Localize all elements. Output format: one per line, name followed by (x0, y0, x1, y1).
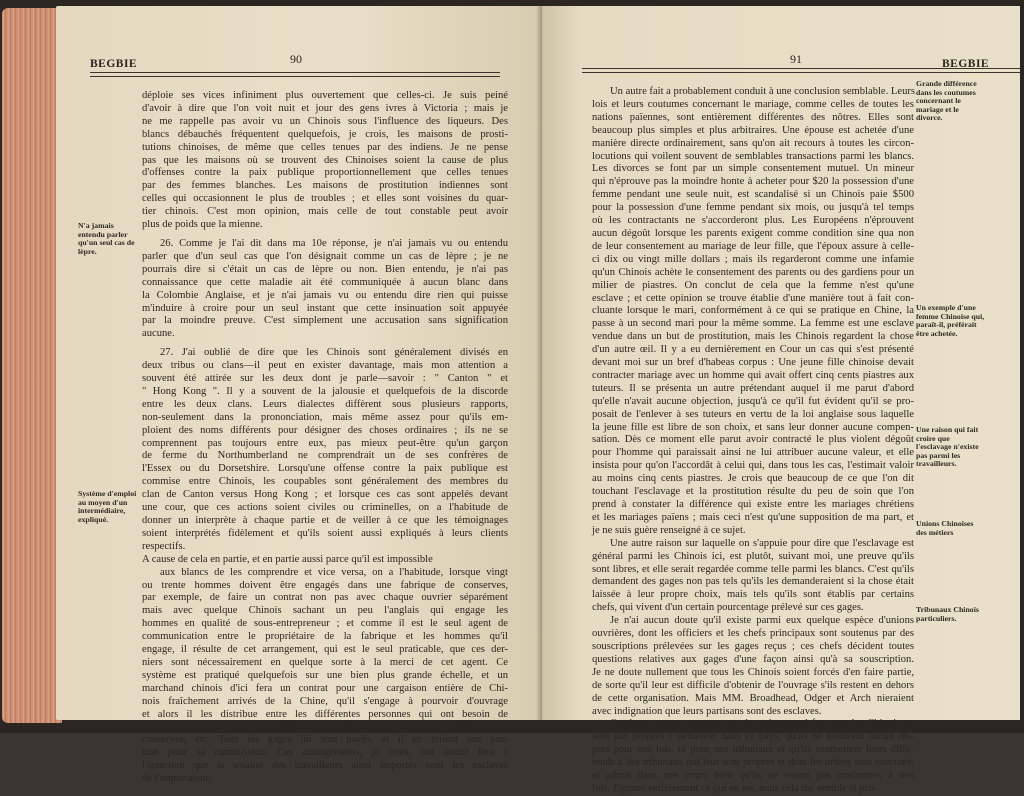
text-line: par exemple, de faire un contrat non pas avec chaque ouvrier séparément (142, 592, 508, 604)
text-line: de sorte qu'il leur est difficile d'obtenir de l'ouvrage s'ils restent en dehors (592, 679, 914, 691)
text-line: tier chinois. C'est mon opinion, mais celle de tout constable peut avoir (142, 206, 508, 218)
text-line: prend à constater la différence qui existe entre les mariages chrétiens (592, 499, 914, 510)
text-line: une cour, que ces actions soient civiles ou criminelles, on a l'habitude de (142, 502, 508, 514)
margin-note: Une raison qui fait croire que l'esclavage n'existe pas parmi les travailleurs. (916, 425, 979, 469)
text-line: ci dix ou vingt mille dollars ; mais ils regarderont comme une infamie (592, 253, 914, 265)
text-line: ou trente hommes doivent être engagés dans une fabrique de conserves, (142, 579, 508, 591)
text-line: blancs débauchés fréquentent quelquefois, je crois, les maisons de prosti- (142, 128, 508, 140)
text-line: la Colombie Anglaise, et je n'ai jamais vu ou entendu dire rien qui puisse (142, 289, 508, 301)
text-line: ploient des noms différents pour désigner des choses ordinaires ; ils ne se (142, 424, 508, 436)
text-line: On donne encore comme une des raisons qui font que les Chinois ne (610, 718, 914, 730)
text-line: sont pas propres à demeurer dans ce pays, qu'ils ne montrent aucun res- (592, 731, 914, 743)
text-line: rends à des tribunaux qui leur sont propres et dont les ordres sont exécutés, (592, 757, 914, 769)
left-body-text (142, 90, 508, 786)
header-rule (582, 68, 1020, 69)
text-line: leurs services, ou sur les chemins en construction, dans les fabriques de (142, 721, 508, 733)
text-line: deux tribus ou clans—il peut en exister davantage, mais mon attention a (142, 360, 508, 372)
text-line: par des femmes blanches. Les maisons de prostitution indiennes sont (142, 180, 508, 192)
text-line: Les divorces se font par un simple consentement mutuel. Un mineur (592, 163, 914, 175)
margin-note: N'a jamais entendu parler qu'un seul cas de lèpre. (78, 221, 135, 256)
text-line: mais avec quelque Chinois sachant un peu l'anglais qui engage les (142, 605, 508, 617)
text-line: au moins cinq cents piastres. Je crois que beaucoup de ce que l'on dit (592, 473, 914, 485)
text-line: milier de piastres. On conclut de cela que la femme n'est qu'une (592, 279, 914, 291)
text-line: et alors il les distribue entre les différentes personnes qui ont besoin de (142, 708, 508, 720)
text-line: lois et leurs coutumes concernant le mariage, comme celles de toutes les (592, 98, 914, 110)
right-body-text (592, 86, 914, 796)
text-line: engage, il résulte de cet arrangement, qui est le seul praticable, que ces der- (142, 644, 508, 656)
text-line: respectifs. (142, 540, 186, 552)
text-line: femme pendant une seule nuit, est scandalisé si un Chinois paie $500 (592, 189, 914, 201)
text-line: devant moi sur un bref d'habeas corpus : Une jeune fille chinoise devait (592, 357, 914, 369)
text-line: aucun dégoût lorsque les parents exigent comme condition sine qua non (592, 227, 914, 239)
header-rule (90, 76, 500, 77)
text-line: 26. Comme je l'ai dit dans ma 10e réponse, je n'ai jamais vu ou entendu (160, 237, 508, 249)
margin-note: Unions Chinoises des métiers (916, 519, 974, 537)
text-line: par la moindre preuve. C'est simplement une accusation sans signification (142, 315, 508, 327)
text-line: niers sont nécessairement en quelque sorte à la merci de cet agent. Ce (142, 656, 508, 668)
text-line: insista pour qu'on l'accordât à celui qui, dans tous les cas, l'estimait valoir (592, 460, 914, 472)
text-line: non-seulement dans la prononciation, mais même assez pour qu'ils em- (142, 411, 508, 423)
text-line: l'assertion que la totalité des travailleurs ainsi importés sont les esclaves (142, 760, 508, 772)
left-page-number: 90 (290, 52, 302, 66)
text-line: de l'importateur. (142, 773, 211, 785)
right-page (542, 6, 1020, 794)
text-line: laissée à leur propre choix, mais tels qu'ils sont établis par certains (592, 589, 914, 601)
text-line: et les mariages païens ; mais ceci n'est qu'une supposition de ma part, et (592, 511, 914, 523)
text-line: Une autre raison sur laquelle on s'appuie pour dire que l'esclavage est (610, 537, 914, 549)
text-line: soient interprétés fidèlement et qu'ils soient aussi expliqués à leurs clients (142, 527, 508, 539)
text-line: posait de l'enlever à ses tuteurs en vertu de la loi anglaise sous laquelle (592, 408, 914, 420)
text-line: de ferme du Northumberland ne comprendrait un de ses confrères de (142, 450, 508, 462)
text-line: entre les deux clans. Leurs dialectes diffèrent sous plusieurs rapports, (142, 398, 508, 410)
text-line: nations païennes, sont entièrement différentes des nôtres. Elles sont (592, 111, 914, 123)
text-line: d'offenses contre la paix publique proportionnellement que celles tenues (142, 167, 508, 179)
text-line: sont libres, et elle serait regardée comme telle parmi les blancs. C'est qu'ils (592, 563, 914, 575)
text-line: touchant l'esclavage et la prostitution résulte du peu de soin que l'on (592, 486, 914, 498)
text-line: m'induire à croire pour un seul instant que cette insinuation soit appuyée (142, 302, 508, 314)
text-line: d'avoir à dire que l'on voit nuit et jour des gens ivres à Victoria ; mais je (142, 102, 508, 114)
text-line: donner un interprète à chaque partie et de veiller à ce que les témoignages (142, 515, 508, 526)
text-line: pas que les maisons où se trouvent des Chinoises soient la cause de plus (142, 154, 508, 166)
text-line: cluante lorsque le mari, conformément à ce qui se pratique en Chine, la (592, 305, 914, 317)
margin-note: Un exemple d'une femme Chinoise qui, paraît-il, préférait être achetée. (916, 303, 985, 338)
text-line: l'Essex ou du Dorsetshire. Lorsqu'une offense contre la paix publique est (142, 463, 508, 475)
text-line: A cause de cela en partie, et en partie aussi parce qu'il est impossible (142, 553, 433, 565)
text-line: d'un autre œil. Il y a eu dernièrement en Cour un cas qui s'est présenté (592, 344, 914, 356)
text-line: pour l'homme qui paraissait ainsi ne lui attribuer aucune valeur, et elle (592, 447, 914, 459)
text-line: aucune. (142, 328, 175, 340)
text-line: souvent été attirée sur les deux dont je parle—savoir : " Canton " et (142, 373, 508, 385)
text-line: Je n'ai aucun doute qu'il existe parmi eux quelque espèce d'unions (610, 615, 914, 627)
text-line: contracter mariage avec un homme qui avait offert cinq cents piastres aux (592, 369, 914, 381)
text-line: tutions chinoises, de même que celles tenues par des indiens. Je ne pense (142, 141, 508, 153)
text-line: sation. Dès ce moment elle parut avoir contracté le plus violent dégoût (592, 434, 914, 446)
text-line: vendue dans un but de prostitution, mais les Chinois regardent la chose (592, 331, 914, 343)
page-edges (2, 8, 62, 723)
text-line: où les contractants ne s'accorderont plus. Les Européens n'éprouvent (592, 215, 914, 227)
right-running-header: BEGBIE (942, 58, 990, 70)
text-line: tion pour sa commission. Ces arrangements, je crois, ont donné lieu à (142, 747, 508, 759)
header-rule (90, 72, 500, 73)
margin-note: Système d'emploi au moyen d'un intermédiaire, expliqué. (78, 489, 137, 524)
text-line: 27. J'ai oublié de dire que les Chinois sont généralement divisés en (160, 347, 508, 359)
text-line: je ne suis guère renseigné à ce sujet. (592, 524, 746, 536)
text-line: Un autre fait a probablement conduit à une conclusion semblable. Leurs (610, 86, 916, 97)
text-line: chefs, qui vivent d'un certain pourcentage prélevé sur ces gages. (592, 602, 864, 614)
text-line: avec indignation que leurs partisans sont des esclaves. (592, 705, 822, 717)
text-line: Je ne doute nullement que tous les Chinois soient forcés d'en faire partie, (592, 666, 914, 678)
left-running-header: BEGBIE (90, 58, 138, 70)
text-line: nois fraîchement arrivés de la Chine, qu'il s'engage à pourvoir d'ouvrage (142, 695, 508, 707)
text-line: déploie ses vices infiniment plus ouvertement que celles-ci. Je suis peiné (142, 90, 508, 101)
text-line: de leur consentement au mariage de leur fille, que l'époux assure à celle- (592, 240, 914, 252)
margin-note: Tribunaux Chinois particuliers. (916, 605, 979, 623)
text-line: plus de poids que la mienne. (142, 219, 263, 231)
text-line: souscriptions prélevées sur les gages reçus ; ces chefs décident toutes (592, 640, 914, 652)
text-line: beaucoup plus simples et plus arbitraires. Une épouse est achetée d'une (592, 124, 914, 136)
text-line: aux blancs de les comprendre et vice versa, on a l'habitude, lorsque vingt (160, 566, 508, 578)
text-line: pect pour nos lois, ni pour nos tribunaux et qu'ils soumettent leurs diffé- (592, 744, 914, 756)
text-line: pour la possession d'une femme pendant six mois, ou jusqu'à tel temps (592, 202, 914, 214)
text-line: pourrais dire si c'était un cas de lèpre ou non. Bien entendu, je n'ai pas (142, 263, 508, 275)
text-line: et admis dans nos cours bien qu'ils ne soient pas conformes à nos (592, 770, 914, 782)
text-line: locutions qui voilent souvent de semblables transactions parmi les blancs. (592, 150, 914, 162)
text-line: demandent des gages non pas tels qu'ils les demanderaient si la chose était (592, 576, 914, 588)
text-line: ne me rappelle pas avoir vu un Chinois sous l'influence des liqueurs. Des (142, 115, 508, 127)
text-line: questions relatives aux gages d'une façon ainsi qu'à sa souscription. (592, 653, 914, 665)
text-line: qu'un Chinois achète le consentement des parents ou des gardiens pour un (592, 266, 914, 278)
text-line: général parmi les Chinois ici, est plutôt, suivant moi, une preuve qu'ils (592, 550, 914, 562)
text-line: commise entre Chinois, les coupables sont généralement des membres du (142, 476, 508, 488)
text-line: connaissance que cette maladie ait été communiquée à aucun blanc dans (142, 276, 508, 288)
text-line: qui n'éprouve pas la moindre honte à acheter pour $20 la possession d'une (592, 176, 914, 188)
text-line: esclave ; et cette opinion se trouve établie d'une manière tout à fait con- (592, 292, 914, 304)
text-line: hommes en qualité de sous-entrepreneur ; et comme il est le seul agent de (142, 618, 508, 630)
text-line: " Hong Kong ". Il y a souvent de la jalousie et quelquefois de la discorde (142, 385, 508, 397)
text-line: lois. J'ignore entièrement ce qui en est, mais cela me semble si pro- (592, 782, 877, 794)
text-line: communication entre le propriétaire de la fabrique et les hommes qu'il (142, 631, 508, 643)
text-line: parler que d'un seul cas que l'on désignait comme un cas de lèpre ; je ne (142, 250, 508, 262)
text-line: tuteurs. Il se présenta un autre prétendant auquel il me parut d'abord (592, 382, 914, 394)
text-line: ouvrières, dont les officiers et les chefs principaux sont soutenus par des (592, 628, 914, 640)
text-line: qu'elle n'avait aucune objection, jusqu'à ce qu'il fut évident qu'il se pro- (592, 395, 914, 407)
text-line: de cette organisation. Mais MM. Broadhead, Odger et Arch nieraient (592, 692, 914, 704)
text-line: comprennent pas toujours entre eux, pas mieux peut-être qu'un garçon (142, 437, 508, 449)
header-rule (582, 72, 1020, 73)
right-page-number: 91 (790, 52, 802, 66)
margin-note: Grande différence dans les coutumes concernant le mariage et le divorce. (916, 79, 977, 123)
text-line: celles qui occasionnent le plus de troubles ; et elles sont voisines du quar- (142, 193, 508, 205)
text-line: système est pratiqué quelquefois sur une bien plus grande échelle, et un (142, 669, 508, 681)
text-line: la jeune fille est libre de son choix, et sans leur donner aucune compen- (592, 421, 914, 433)
text-line: clan de Canton versus Hong Kong ; et lorsque ces cas sont appelés devant (142, 489, 508, 501)
text-line: passe à un second mari pour la même somme. La femme est une esclave (592, 318, 914, 330)
text-line: manière directe ordinairement, sans qu'on ait recours à toutes les circon- (592, 137, 914, 149)
text-line: conserves, etc. Tous les gages lui sont payés, et il en retient une por- (142, 734, 508, 746)
text-line: marchand chinois d'ici fera un contrat pour une cargaison entière de Chi- (142, 682, 508, 694)
left-page (56, 6, 542, 785)
